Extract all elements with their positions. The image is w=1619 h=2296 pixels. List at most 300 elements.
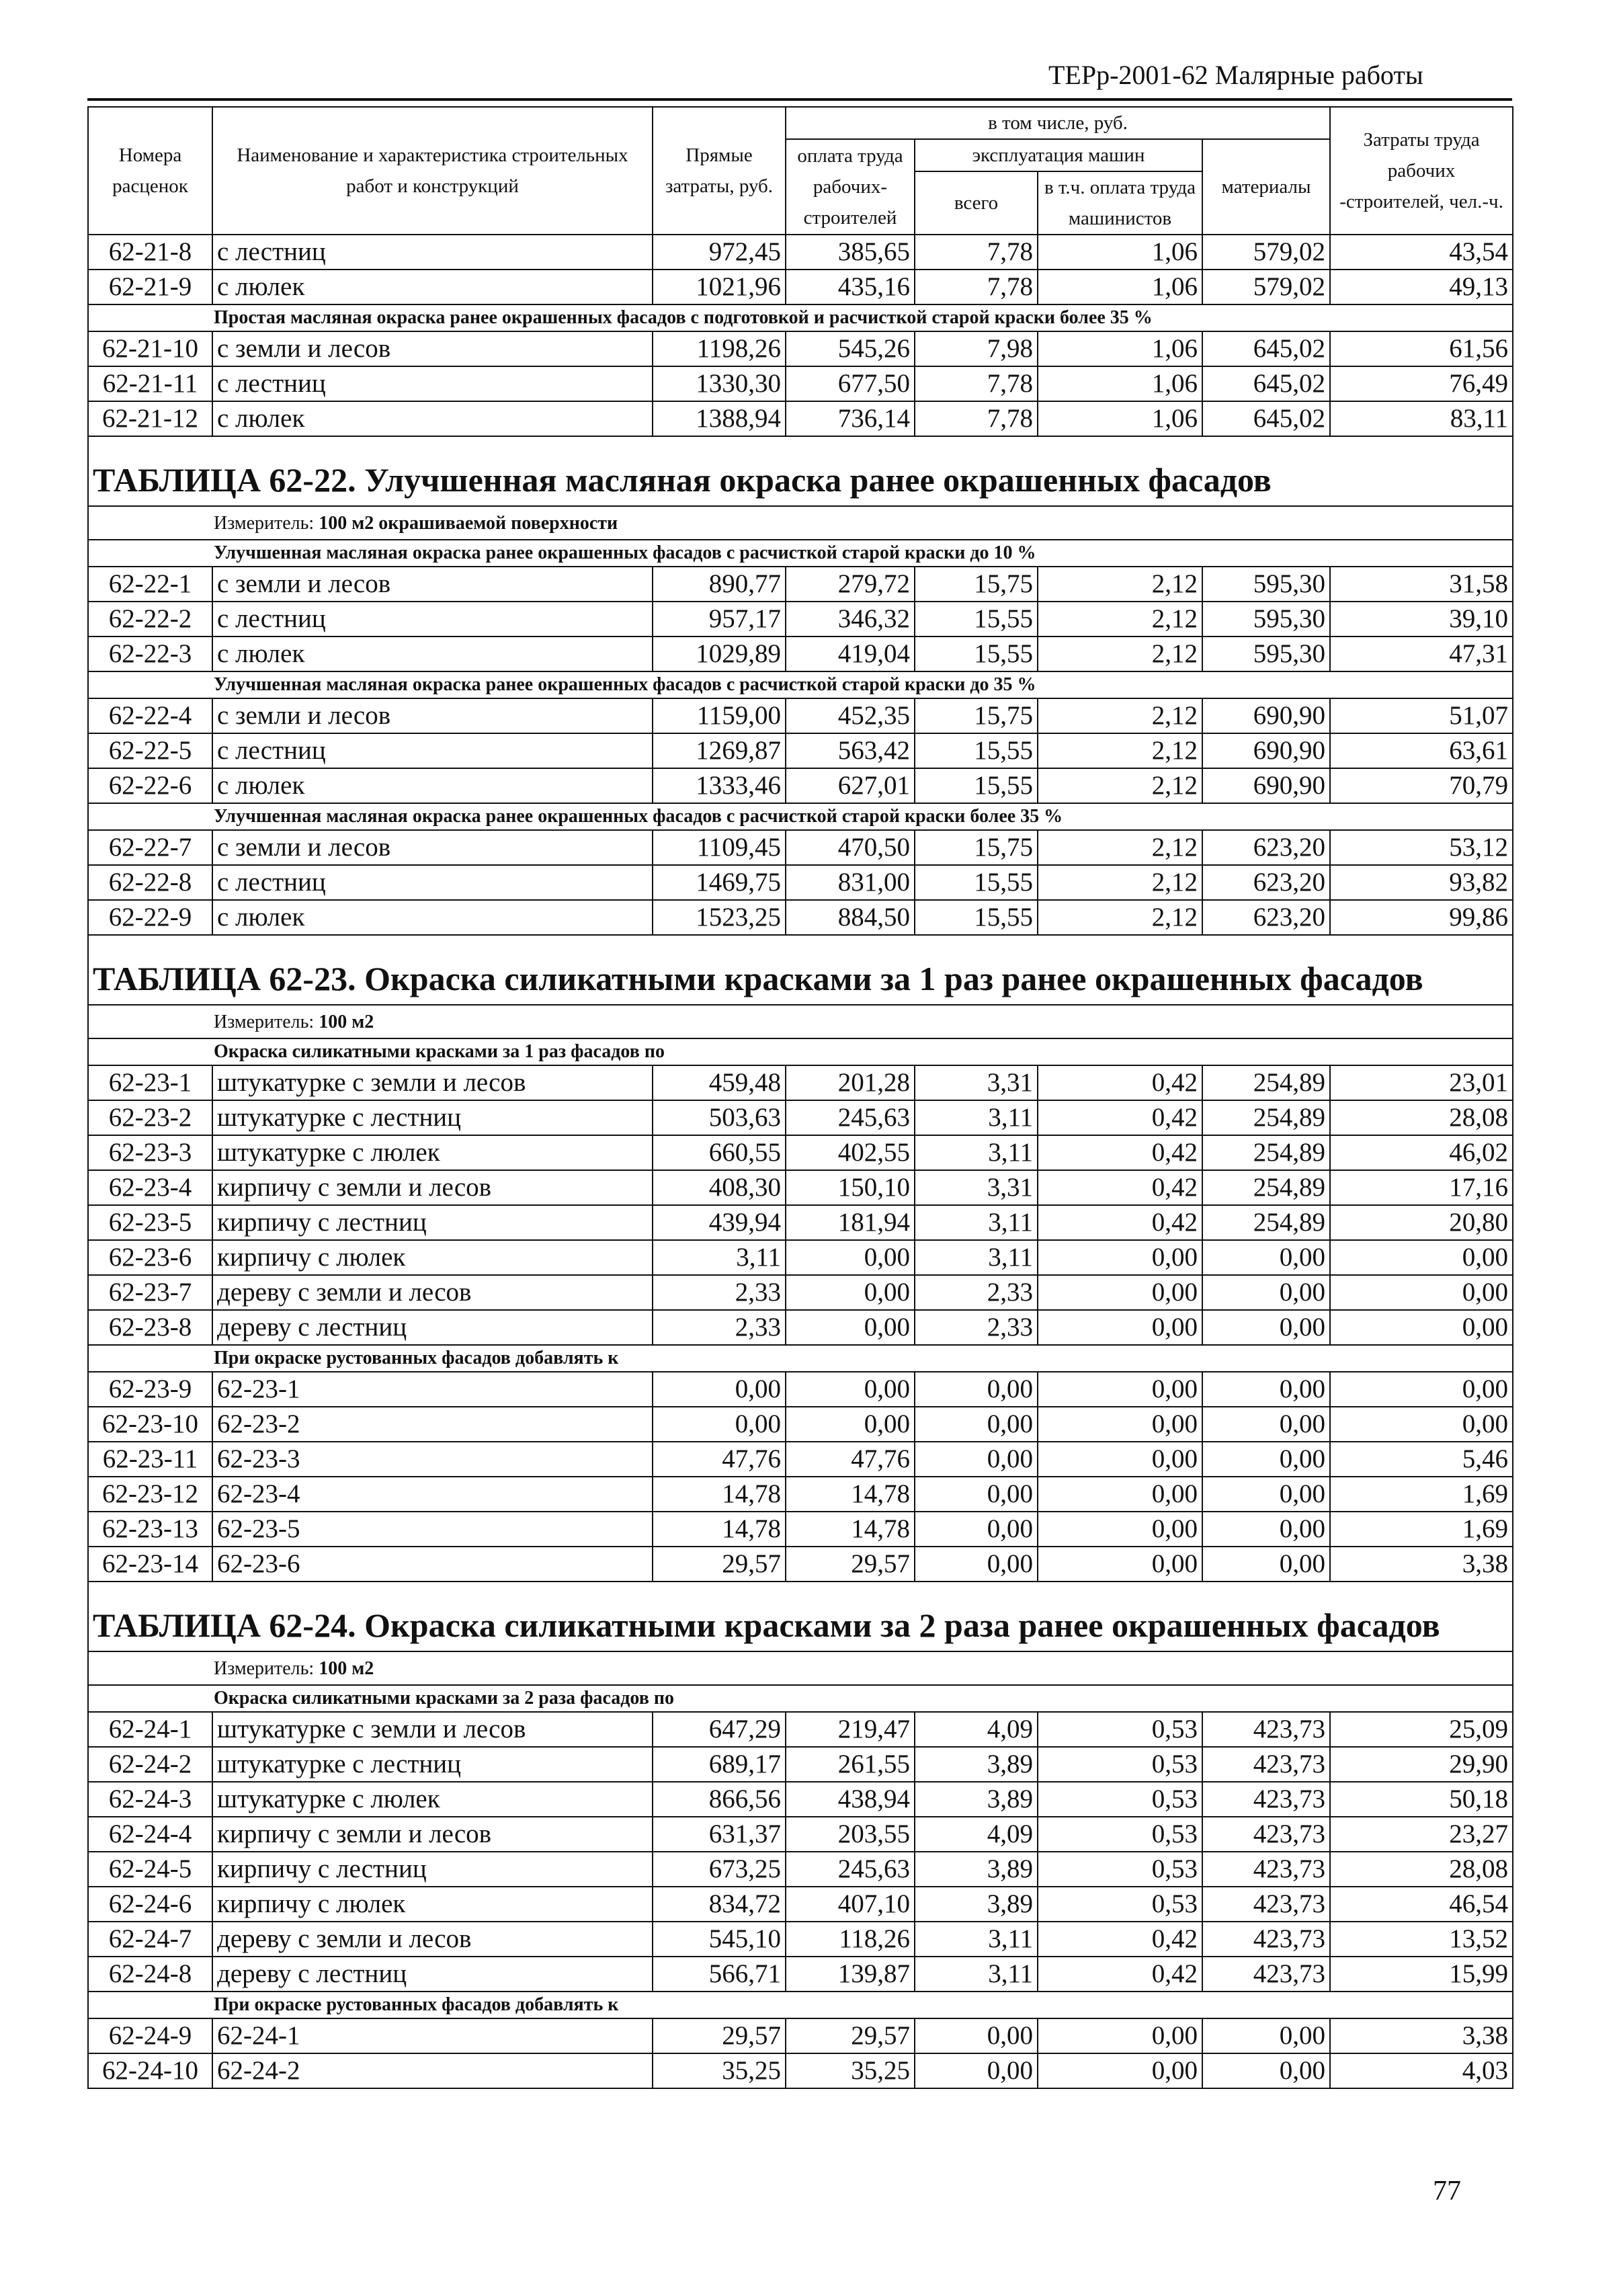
rate-code-cell: 62-23-13 (88, 1512, 212, 1547)
machines-cost-cell: 0,00 (915, 1547, 1038, 1582)
machines-cost-cell: 7,78 (915, 366, 1038, 401)
unit-label: Измеритель: (214, 1658, 315, 1679)
work-name-cell: с лестниц (212, 865, 653, 900)
labor-pay-cell: 118,26 (786, 1922, 915, 1957)
table-body (88, 235, 1513, 2088)
labor-pay-cell: 438,94 (786, 1782, 915, 1817)
labor-pay-cell: 346,32 (786, 602, 915, 637)
labor-pay-cell: 29,57 (786, 2018, 915, 2053)
machines-cost-cell: 3,11 (915, 1240, 1038, 1275)
rate-code-cell: 62-22-9 (88, 900, 212, 935)
table-row (88, 900, 1513, 935)
col-name-header: Наименование и характеристика строительных работ и конструкций (212, 107, 653, 235)
labor-pay-cell: 47,76 (786, 1442, 915, 1477)
rates-table (87, 106, 1513, 2089)
machinists-pay-cell: 0,53 (1038, 1712, 1202, 1747)
direct-cost-cell: 439,94 (653, 1205, 786, 1240)
labor-hours-cell: 53,12 (1330, 830, 1513, 865)
materials-cost-cell: 0,00 (1202, 1477, 1330, 1512)
work-name-cell: с земли и лесов (212, 567, 653, 602)
direct-cost-cell: 1159,00 (653, 698, 786, 733)
table-row (88, 1442, 1513, 1477)
section-heading: При окраске рустованных фасадов добавлять к (88, 1345, 1513, 1372)
labor-hours-cell: 49,13 (1330, 270, 1513, 304)
machines-cost-cell: 4,09 (915, 1712, 1038, 1747)
materials-cost-cell: 645,02 (1202, 366, 1330, 401)
rate-code-cell: 62-23-3 (88, 1135, 212, 1170)
direct-cost-cell: 47,76 (653, 1442, 786, 1477)
work-name-cell: штукатурке с лестниц (212, 1100, 653, 1135)
rate-code-cell: 62-22-8 (88, 865, 212, 900)
machines-cost-cell: 0,00 (915, 2018, 1038, 2053)
section-row (88, 1992, 1513, 2018)
col-labor-header: оплата труда рабочих-строителей (786, 139, 915, 235)
rate-code-cell: 62-21-12 (88, 401, 212, 436)
labor-pay-cell: 279,72 (786, 567, 915, 602)
section-row (88, 1038, 1513, 1065)
col-hours-header: Затраты труда рабочих -строителей, чел.-ч. (1330, 107, 1513, 235)
rate-code-cell: 62-21-11 (88, 366, 212, 401)
table-row (88, 1065, 1513, 1100)
labor-pay-cell: 407,10 (786, 1887, 915, 1922)
rate-code-cell: 62-23-10 (88, 1407, 212, 1442)
work-name-cell: штукатурке с земли и лесов (212, 1065, 653, 1100)
materials-cost-cell: 423,73 (1202, 1852, 1330, 1887)
materials-cost-cell: 0,00 (1202, 1372, 1330, 1407)
section-heading: Улучшенная масляная окраска ранее окрашенных фасадов с расчисткой старой краски до 10 % (88, 540, 1513, 567)
labor-pay-cell: 385,65 (786, 235, 915, 270)
machinists-pay-cell: 0,42 (1038, 1100, 1202, 1135)
labor-pay-cell: 181,94 (786, 1205, 915, 1240)
direct-cost-cell: 566,71 (653, 1957, 786, 1992)
section-heading: Улучшенная масляная окраска ранее окрашенных фасадов с расчисткой старой краски более 35 % (88, 803, 1513, 830)
direct-cost-cell: 866,56 (653, 1782, 786, 1817)
labor-hours-cell: 0,00 (1330, 1407, 1513, 1442)
work-name-cell: штукатурке с люлек (212, 1135, 653, 1170)
machinists-pay-cell: 0,00 (1038, 1240, 1202, 1275)
labor-hours-cell: 23,01 (1330, 1065, 1513, 1100)
rate-code-cell: 62-24-7 (88, 1922, 212, 1957)
table-row (88, 1782, 1513, 1817)
materials-cost-cell: 623,20 (1202, 865, 1330, 900)
rate-code-cell: 62-21-9 (88, 270, 212, 304)
machines-cost-cell: 0,00 (915, 1477, 1038, 1512)
machinists-pay-cell: 2,12 (1038, 637, 1202, 671)
table-row (88, 1887, 1513, 1922)
direct-cost-cell: 1330,30 (653, 366, 786, 401)
direct-cost-cell: 1021,96 (653, 270, 786, 304)
table-row (88, 1547, 1513, 1582)
labor-hours-cell: 23,27 (1330, 1817, 1513, 1852)
labor-hours-cell: 0,00 (1330, 1372, 1513, 1407)
page-header: ТЕРр-2001-62 Малярные работы (1048, 60, 1423, 90)
materials-cost-cell: 0,00 (1202, 1442, 1330, 1477)
direct-cost-cell: 834,72 (653, 1887, 786, 1922)
labor-pay-cell: 150,10 (786, 1170, 915, 1205)
machines-cost-cell: 3,89 (915, 1782, 1038, 1817)
labor-pay-cell: 736,14 (786, 401, 915, 436)
labor-hours-cell: 0,00 (1330, 1275, 1513, 1310)
materials-cost-cell: 423,73 (1202, 1782, 1330, 1817)
machines-cost-cell: 7,78 (915, 235, 1038, 270)
rates-sheet (87, 106, 1512, 2089)
direct-cost-cell: 1333,46 (653, 768, 786, 803)
machinists-pay-cell: 0,53 (1038, 1817, 1202, 1852)
labor-pay-cell: 35,25 (786, 2053, 915, 2088)
machinists-pay-cell: 0,42 (1038, 1170, 1202, 1205)
materials-cost-cell: 0,00 (1202, 1407, 1330, 1442)
direct-cost-cell: 2,33 (653, 1310, 786, 1345)
work-name-cell: кирпичу с земли и лесов (212, 1170, 653, 1205)
direct-cost-cell: 2,33 (653, 1275, 786, 1310)
table-row (88, 733, 1513, 768)
direct-cost-cell: 545,10 (653, 1922, 786, 1957)
labor-hours-cell: 28,08 (1330, 1100, 1513, 1135)
table-row (88, 1135, 1513, 1170)
labor-pay-cell: 419,04 (786, 637, 915, 671)
labor-pay-cell: 0,00 (786, 1240, 915, 1275)
materials-cost-cell: 0,00 (1202, 1512, 1330, 1547)
table-row (88, 1310, 1513, 1345)
col-direct-header: Прямые затраты, руб. (653, 107, 786, 235)
labor-pay-cell: 139,87 (786, 1957, 915, 1992)
col-materials-header: материалы (1202, 139, 1330, 235)
table-row (88, 331, 1513, 366)
materials-cost-cell: 595,30 (1202, 602, 1330, 637)
labor-pay-cell: 219,47 (786, 1712, 915, 1747)
col-machines-total-header: всего (915, 171, 1038, 235)
labor-hours-cell: 61,56 (1330, 331, 1513, 366)
machines-cost-cell: 3,11 (915, 1135, 1038, 1170)
materials-cost-cell: 0,00 (1202, 1240, 1330, 1275)
work-name-cell: кирпичу с люлек (212, 1240, 653, 1275)
work-name-cell: с лестниц (212, 733, 653, 768)
machinists-pay-cell: 0,00 (1038, 1275, 1202, 1310)
rate-code-cell: 62-23-7 (88, 1275, 212, 1310)
direct-cost-cell: 29,57 (653, 1547, 786, 1582)
work-name-cell: 62-24-2 (212, 2053, 653, 2088)
work-name-cell: кирпичу с лестниц (212, 1205, 653, 1240)
rate-code-cell: 62-22-2 (88, 602, 212, 637)
machines-cost-cell: 15,55 (915, 900, 1038, 935)
labor-hours-cell: 3,38 (1330, 1547, 1513, 1582)
machines-cost-cell: 0,00 (915, 1512, 1038, 1547)
materials-cost-cell: 645,02 (1202, 331, 1330, 366)
work-name-cell: штукатурке с земли и лесов (212, 1712, 653, 1747)
direct-cost-cell: 503,63 (653, 1100, 786, 1135)
table-row (88, 830, 1513, 865)
labor-hours-cell: 63,61 (1330, 733, 1513, 768)
rate-code-cell: 62-22-4 (88, 698, 212, 733)
labor-hours-cell: 20,80 (1330, 1205, 1513, 1240)
machines-cost-cell: 15,55 (915, 768, 1038, 803)
direct-cost-cell: 957,17 (653, 602, 786, 637)
work-name-cell: с люлек (212, 900, 653, 935)
machinists-pay-cell: 0,42 (1038, 1065, 1202, 1100)
work-name-cell: с лестниц (212, 602, 653, 637)
materials-cost-cell: 254,89 (1202, 1135, 1330, 1170)
rate-code-cell: 62-22-3 (88, 637, 212, 671)
machines-cost-cell: 3,89 (915, 1747, 1038, 1782)
col-code-header: Номера расценок (88, 107, 212, 235)
section-heading: Улучшенная масляная окраска ранее окрашенных фасадов с расчисткой старой краски до 35 % (88, 671, 1513, 698)
table-row (88, 270, 1513, 304)
direct-cost-cell: 14,78 (653, 1477, 786, 1512)
rate-code-cell: 62-21-10 (88, 331, 212, 366)
rate-code-cell: 62-24-9 (88, 2018, 212, 2053)
direct-cost-cell: 1523,25 (653, 900, 786, 935)
direct-cost-cell: 972,45 (653, 235, 786, 270)
table-row (88, 1852, 1513, 1887)
machinists-pay-cell: 0,00 (1038, 1310, 1202, 1345)
table-row (88, 1922, 1513, 1957)
machines-cost-cell: 15,55 (915, 865, 1038, 900)
materials-cost-cell: 0,00 (1202, 1275, 1330, 1310)
materials-cost-cell: 595,30 (1202, 637, 1330, 671)
labor-hours-cell: 5,46 (1330, 1442, 1513, 1477)
labor-hours-cell: 28,08 (1330, 1852, 1513, 1887)
work-name-cell: штукатурке с лестниц (212, 1747, 653, 1782)
materials-cost-cell: 690,90 (1202, 733, 1330, 768)
direct-cost-cell: 1388,94 (653, 401, 786, 436)
machinists-pay-cell: 2,12 (1038, 602, 1202, 637)
machinists-pay-cell: 2,12 (1038, 733, 1202, 768)
rate-code-cell: 62-24-6 (88, 1887, 212, 1922)
table-title-row (88, 436, 1513, 506)
table-row (88, 2053, 1513, 2088)
machinists-pay-cell: 0,53 (1038, 1747, 1202, 1782)
work-name-cell: дереву с земли и лесов (212, 1275, 653, 1310)
table-row (88, 1407, 1513, 1442)
machines-cost-cell: 3,11 (915, 1922, 1038, 1957)
machinists-pay-cell: 0,42 (1038, 1135, 1202, 1170)
direct-cost-cell: 408,30 (653, 1170, 786, 1205)
machines-cost-cell: 3,11 (915, 1957, 1038, 1992)
labor-hours-cell: 39,10 (1330, 602, 1513, 637)
col-incl-header: в том числе, руб. (786, 107, 1330, 139)
labor-hours-cell: 1,69 (1330, 1477, 1513, 1512)
materials-cost-cell: 0,00 (1202, 2053, 1330, 2088)
labor-hours-cell: 13,52 (1330, 1922, 1513, 1957)
rate-code-cell: 62-23-6 (88, 1240, 212, 1275)
work-name-cell: дереву с лестниц (212, 1310, 653, 1345)
materials-cost-cell: 595,30 (1202, 567, 1330, 602)
machines-cost-cell: 3,89 (915, 1887, 1038, 1922)
machines-cost-cell: 3,11 (915, 1205, 1038, 1240)
materials-cost-cell: 423,73 (1202, 1957, 1330, 1992)
unit-value: 100 м2 (319, 1012, 374, 1032)
table-row (88, 1957, 1513, 1992)
rate-code-cell: 62-24-8 (88, 1957, 212, 1992)
unit-value: 100 м2 (319, 1658, 374, 1679)
table-row (88, 1240, 1513, 1275)
machinists-pay-cell: 1,06 (1038, 401, 1202, 436)
work-name-cell: с земли и лесов (212, 331, 653, 366)
machinists-pay-cell: 0,00 (1038, 1442, 1202, 1477)
machines-cost-cell: 3,31 (915, 1065, 1038, 1100)
table-row (88, 698, 1513, 733)
materials-cost-cell: 579,02 (1202, 235, 1330, 270)
section-heading: Простая масляная окраска ранее окрашенных фасадов с подготовкой и расчисткой старой краски более 35 % (88, 304, 1513, 331)
machinists-pay-cell: 0,00 (1038, 1477, 1202, 1512)
labor-hours-cell: 76,49 (1330, 366, 1513, 401)
machines-cost-cell: 3,31 (915, 1170, 1038, 1205)
machinists-pay-cell: 2,12 (1038, 900, 1202, 935)
rate-code-cell: 62-21-8 (88, 235, 212, 270)
labor-hours-cell: 46,02 (1330, 1135, 1513, 1170)
unit-line (88, 1005, 1513, 1038)
machinists-pay-cell: 0,42 (1038, 1922, 1202, 1957)
rate-code-cell: 62-23-2 (88, 1100, 212, 1135)
direct-cost-cell: 647,29 (653, 1712, 786, 1747)
unit-label: Измеритель: (214, 1012, 315, 1032)
rate-code-cell: 62-22-7 (88, 830, 212, 865)
work-name-cell: с земли и лесов (212, 830, 653, 865)
section-heading: Окраска силикатными красками за 2 раза фасадов по (88, 1685, 1513, 1712)
table-row (88, 1747, 1513, 1782)
work-name-cell: дереву с земли и лесов (212, 1922, 653, 1957)
labor-pay-cell: 245,63 (786, 1100, 915, 1135)
work-name-cell: с люлек (212, 401, 653, 436)
table-row (88, 1100, 1513, 1135)
labor-pay-cell: 402,55 (786, 1135, 915, 1170)
labor-pay-cell: 245,63 (786, 1852, 915, 1887)
machines-cost-cell: 7,78 (915, 270, 1038, 304)
table-row (88, 1170, 1513, 1205)
materials-cost-cell: 254,89 (1202, 1205, 1330, 1240)
table-row (88, 1275, 1513, 1310)
labor-hours-cell: 0,00 (1330, 1310, 1513, 1345)
machinists-pay-cell: 1,06 (1038, 270, 1202, 304)
machinists-pay-cell: 0,00 (1038, 2053, 1202, 2088)
work-name-cell: с земли и лесов (212, 698, 653, 733)
machinists-pay-cell: 0,53 (1038, 1782, 1202, 1817)
direct-cost-cell: 660,55 (653, 1135, 786, 1170)
materials-cost-cell: 690,90 (1202, 698, 1330, 733)
table-row (88, 1817, 1513, 1852)
work-name-cell: кирпичу с земли и лесов (212, 1817, 653, 1852)
section-row (88, 803, 1513, 830)
rate-code-cell: 62-24-5 (88, 1852, 212, 1887)
table-row (88, 1477, 1513, 1512)
rate-code-cell: 62-22-6 (88, 768, 212, 803)
header-rule (87, 98, 1512, 101)
table-row (88, 768, 1513, 803)
rate-code-cell: 62-23-4 (88, 1170, 212, 1205)
page-number: 77 (1433, 2176, 1461, 2207)
work-name-cell: кирпичу с лестниц (212, 1852, 653, 1887)
labor-hours-cell: 50,18 (1330, 1782, 1513, 1817)
materials-cost-cell: 0,00 (1202, 1310, 1330, 1345)
machines-cost-cell: 15,55 (915, 602, 1038, 637)
unit-label: Измеритель: (214, 513, 315, 534)
direct-cost-cell: 890,77 (653, 567, 786, 602)
direct-cost-cell: 1109,45 (653, 830, 786, 865)
machines-cost-cell: 15,75 (915, 830, 1038, 865)
machinists-pay-cell: 0,00 (1038, 2018, 1202, 2053)
materials-cost-cell: 690,90 (1202, 768, 1330, 803)
materials-cost-cell: 645,02 (1202, 401, 1330, 436)
machines-cost-cell: 3,11 (915, 1100, 1038, 1135)
table-row (88, 567, 1513, 602)
machinists-pay-cell: 0,53 (1038, 1887, 1202, 1922)
labor-hours-cell: 70,79 (1330, 768, 1513, 803)
rate-code-cell: 62-24-3 (88, 1782, 212, 1817)
materials-cost-cell: 423,73 (1202, 1817, 1330, 1852)
rate-code-cell: 62-23-14 (88, 1547, 212, 1582)
labor-hours-cell: 25,09 (1330, 1712, 1513, 1747)
direct-cost-cell: 35,25 (653, 2053, 786, 2088)
labor-pay-cell: 261,55 (786, 1747, 915, 1782)
materials-cost-cell: 0,00 (1202, 1547, 1330, 1582)
table-row (88, 1712, 1513, 1747)
table-row (88, 2018, 1513, 2053)
materials-cost-cell: 254,89 (1202, 1100, 1330, 1135)
unit-row (88, 506, 1513, 540)
machinists-pay-cell: 2,12 (1038, 698, 1202, 733)
machines-cost-cell: 15,75 (915, 698, 1038, 733)
rate-code-cell: 62-23-5 (88, 1205, 212, 1240)
machines-cost-cell: 2,33 (915, 1310, 1038, 1345)
work-name-cell: с люлек (212, 270, 653, 304)
labor-pay-cell: 677,50 (786, 366, 915, 401)
labor-pay-cell: 0,00 (786, 1407, 915, 1442)
section-row (88, 1345, 1513, 1372)
labor-hours-cell: 17,16 (1330, 1170, 1513, 1205)
machinists-pay-cell: 0,42 (1038, 1205, 1202, 1240)
machines-cost-cell: 0,00 (915, 1442, 1038, 1477)
machinists-pay-cell: 2,12 (1038, 567, 1202, 602)
table-row (88, 1372, 1513, 1407)
table-title: ТАБЛИЦА 62-22. Улучшенная масляная окраска ранее окрашенных фасадов (88, 436, 1513, 506)
rate-code-cell: 62-23-9 (88, 1372, 212, 1407)
machinists-pay-cell: 2,12 (1038, 865, 1202, 900)
machinists-pay-cell: 1,06 (1038, 235, 1202, 270)
col-machines-header: эксплуатация машин (915, 139, 1202, 171)
machinists-pay-cell: 0,53 (1038, 1852, 1202, 1887)
materials-cost-cell: 423,73 (1202, 1712, 1330, 1747)
work-name-cell: 62-23-4 (212, 1477, 653, 1512)
direct-cost-cell: 1269,87 (653, 733, 786, 768)
materials-cost-cell: 254,89 (1202, 1065, 1330, 1100)
labor-pay-cell: 452,35 (786, 698, 915, 733)
work-name-cell: 62-23-1 (212, 1372, 653, 1407)
machinists-pay-cell: 0,00 (1038, 1407, 1202, 1442)
direct-cost-cell: 673,25 (653, 1852, 786, 1887)
labor-hours-cell: 29,90 (1330, 1747, 1513, 1782)
labor-hours-cell: 93,82 (1330, 865, 1513, 900)
materials-cost-cell: 579,02 (1202, 270, 1330, 304)
machines-cost-cell: 4,09 (915, 1817, 1038, 1852)
machines-cost-cell: 2,33 (915, 1275, 1038, 1310)
machines-cost-cell: 15,55 (915, 637, 1038, 671)
direct-cost-cell: 631,37 (653, 1817, 786, 1852)
machines-cost-cell: 7,78 (915, 401, 1038, 436)
machines-cost-cell: 15,75 (915, 567, 1038, 602)
table-row (88, 1205, 1513, 1240)
rate-code-cell: 62-24-2 (88, 1747, 212, 1782)
work-name-cell: дереву с лестниц (212, 1957, 653, 1992)
labor-pay-cell: 0,00 (786, 1275, 915, 1310)
materials-cost-cell: 423,73 (1202, 1922, 1330, 1957)
materials-cost-cell: 623,20 (1202, 900, 1330, 935)
labor-pay-cell: 563,42 (786, 733, 915, 768)
materials-cost-cell: 623,20 (1202, 830, 1330, 865)
section-row (88, 671, 1513, 698)
direct-cost-cell: 0,00 (653, 1407, 786, 1442)
work-name-cell: с люлек (212, 768, 653, 803)
direct-cost-cell: 459,48 (653, 1065, 786, 1100)
